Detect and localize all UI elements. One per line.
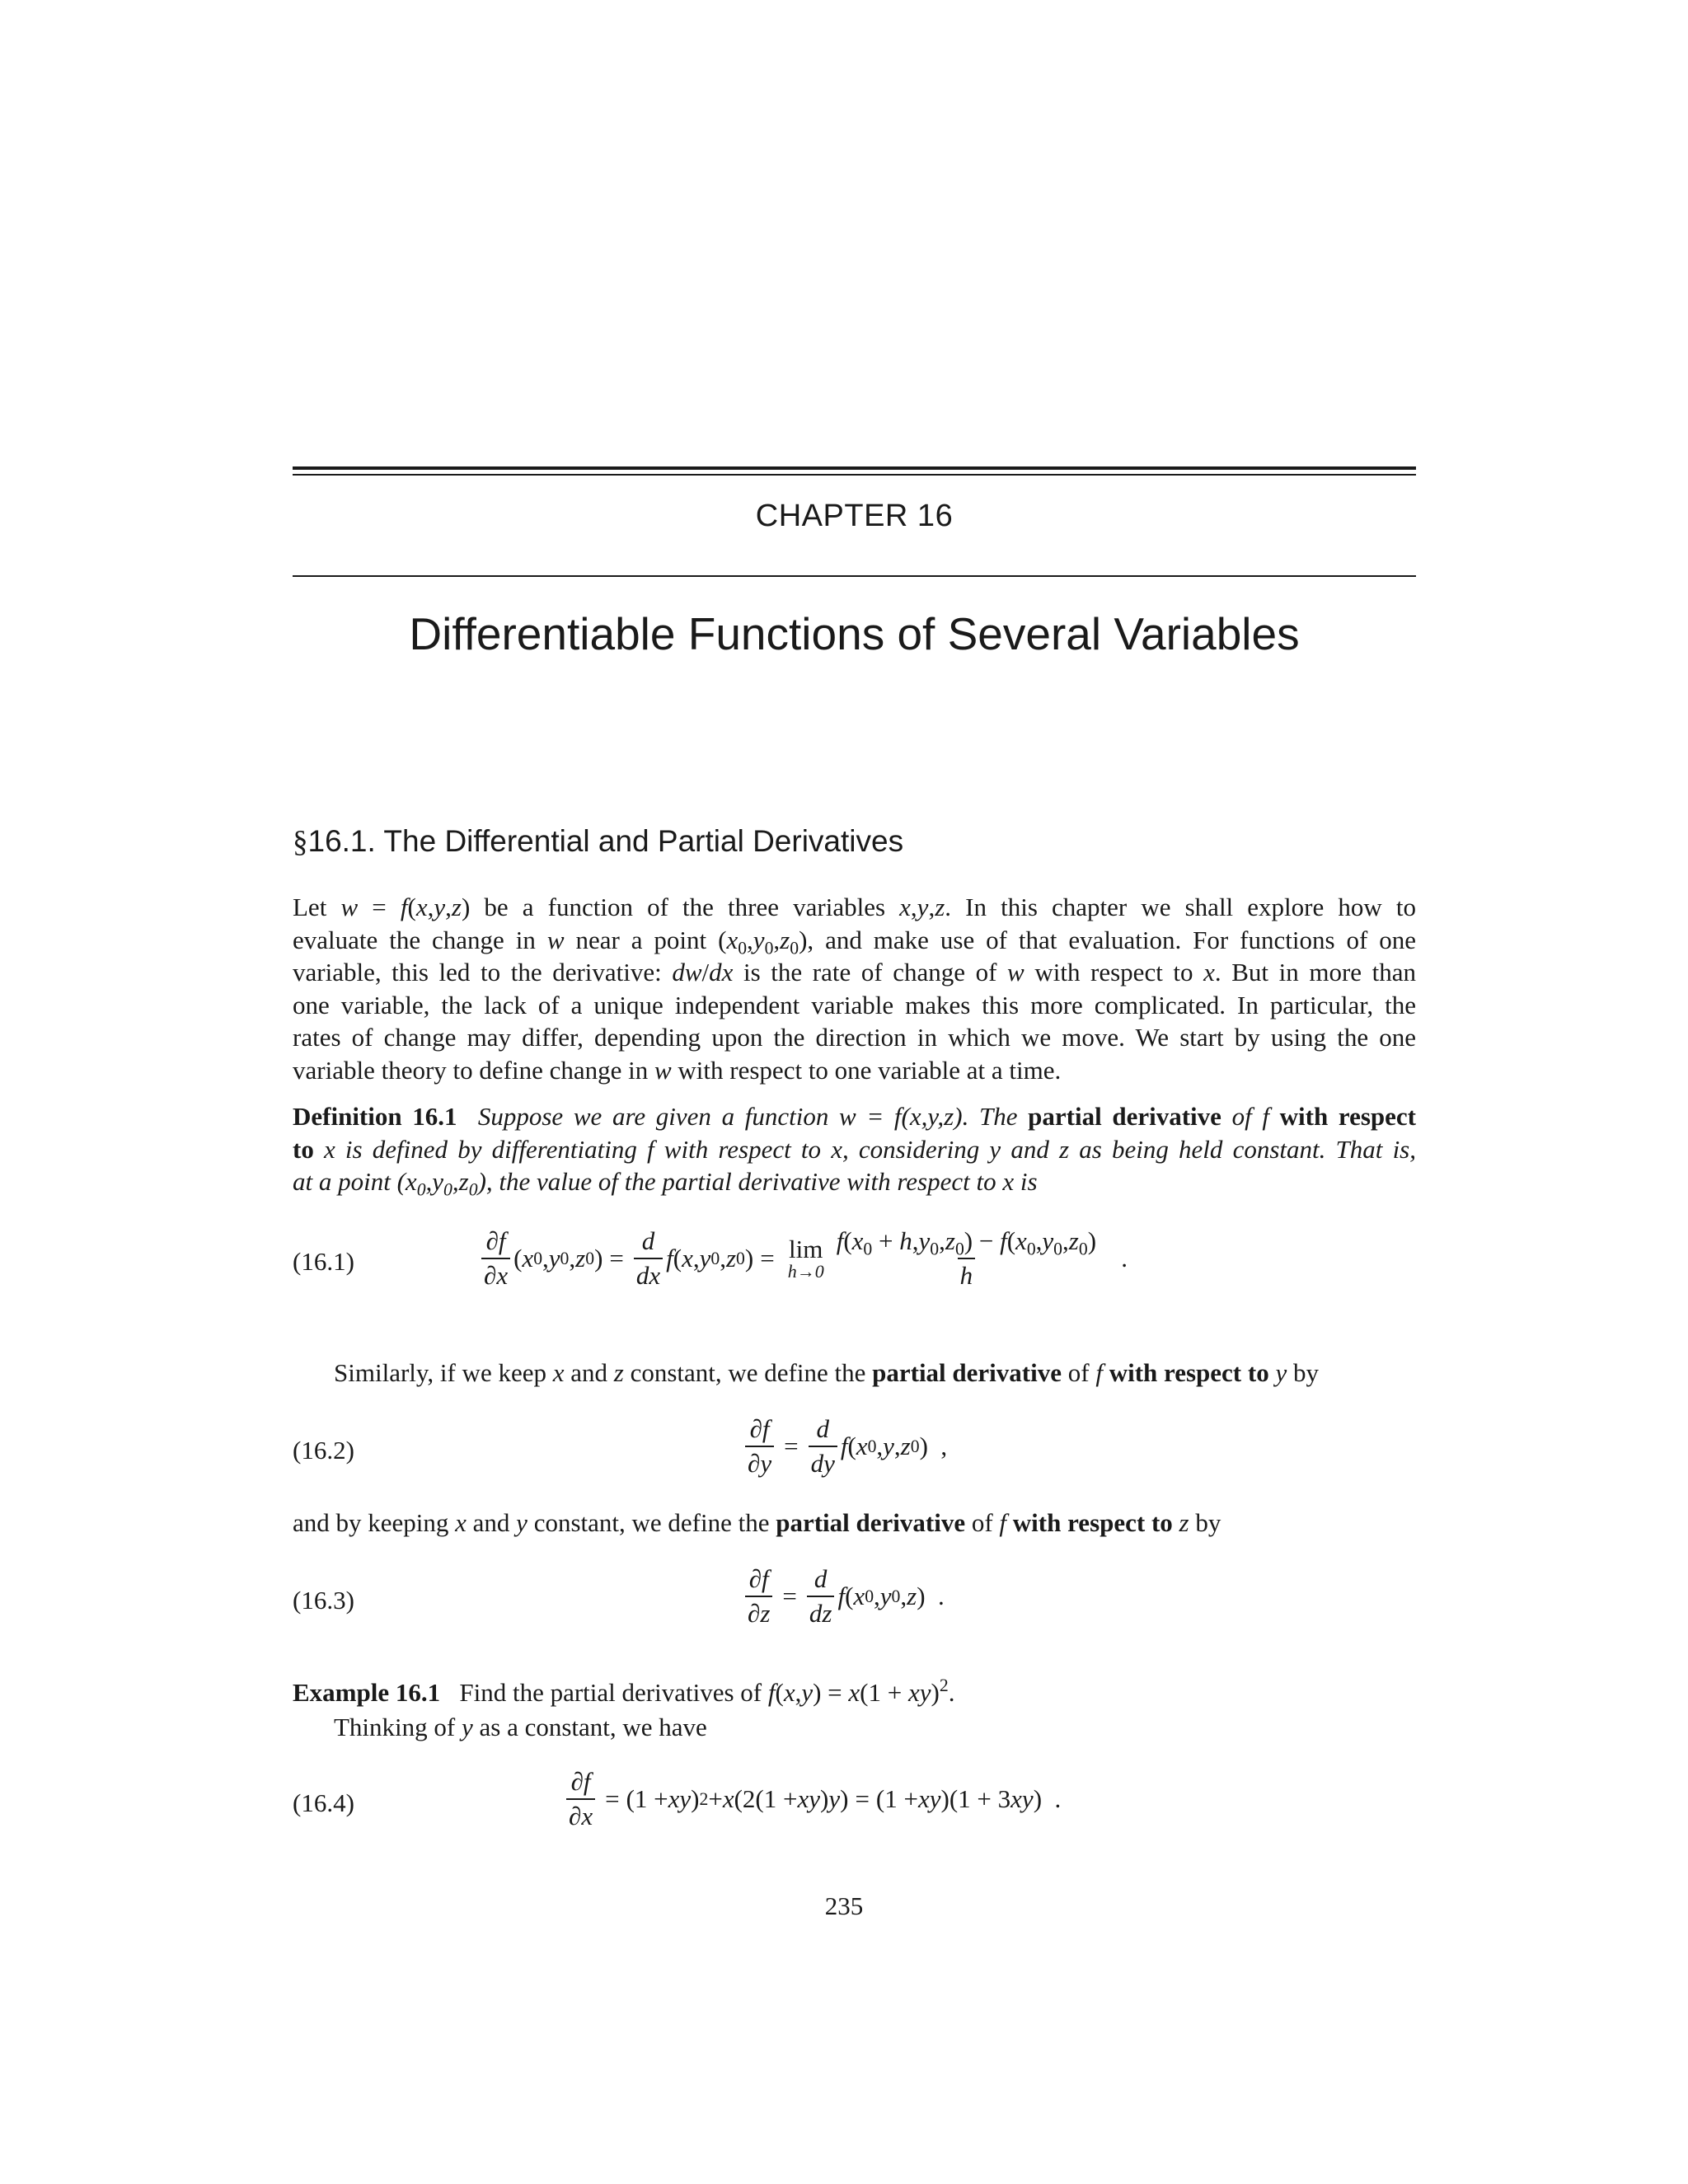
definition-16-1	[293, 1100, 1416, 1198]
definition-line: at a point $(x_0,y_0,z_0)$, the value of the partial derivative with respect to x is	[293, 1167, 1038, 1200]
equation-number: (16.3)	[293, 1586, 354, 1615]
equation-16-3: $\frac{\partial f}{\partial z}$ = $\frac{d}{dz}$ f ( x 0 , y 0 , z ) .	[742, 1564, 945, 1629]
chapter-divider	[293, 575, 1416, 577]
equation-16-4: $\frac{\partial f}{\partial x}$ = (1 + xy ) 2 + x (2(1 + xy ) y ) = (1 + xy )(1 + 3 xy ) .	[563, 1767, 1061, 1831]
equation-number: (16.4)	[293, 1788, 354, 1817]
example-16-1: Example 16.1 Find the partial derivatives of f(x,y) = x(1 + xy)$^2$.	[293, 1675, 955, 1707]
chapter-title: Differentiable Functions of Several Variables	[409, 608, 1300, 659]
section-title	[293, 824, 903, 860]
intro-line: evaluate the change in w near a point $(x_0,y_0,z_0)$, and make use of that evaluation. For functions of one	[293, 925, 1416, 958]
page-number: 235	[824, 1891, 864, 1920]
thinking-line: Thinking of y as a constant, we have	[334, 1713, 707, 1741]
chapter-label: CHAPTER 16	[755, 499, 954, 533]
section-symbol: §	[293, 825, 308, 859]
intro-line: variable theory to define change in w with respect to one variable at a time.	[293, 1055, 1062, 1085]
equation-16-1: $\frac{\partial f}{\partial x}$ ( x 0 , y 0 , z 0 ) = $\frac{d}{dx}$ f ( x , y 0 , z 0 ) = lim h→0 $\frac{f(x_0 + h,y_0,z_0) - f(x_0,y_0,z_0)}{h}$ .	[478, 1226, 1128, 1291]
equation-16-2: $\frac{\partial f}{\partial y}$ = $\frac{d}{dy}$ f ( x 0 , y , z 0 ) ,	[742, 1414, 947, 1479]
intro-paragraph	[293, 891, 1416, 1086]
intro-line: Let w = f(x,y,z) be a function of the three variables x,y,z. In this chapter we shall explore how to	[293, 893, 1417, 921]
intro-line: one variable, the lack of a unique independent variable makes this more complicated. In particular, the	[293, 990, 1416, 1019]
intro-line: variable, this led to the derivative: dw/dx is the rate of change of w with respect to x. But in more than	[293, 958, 1416, 987]
definition-line: to x is defined by differentiating f with respect to x, considering y and z as being held constant. That is,	[293, 1134, 1416, 1164]
intro-line: rates of change may differ, depending upon the direction in which we move. We start by using the one	[293, 1023, 1416, 1052]
section-title-text: 16.1. The Differential and Partial Derivatives	[307, 824, 904, 858]
keeping-line: and by keeping x and y constant, we define the partial derivative of f with respect to z by	[293, 1508, 1221, 1537]
top-rule-thick	[293, 466, 1416, 470]
top-rule-thin	[293, 474, 1416, 476]
definition-line: Definition 16.1 Suppose we are given a function w = f(x,y,z). The partial derivative of f with respect	[293, 1102, 1416, 1131]
similarly-line: Similarly, if we keep x and z constant, we define the partial derivative of f with respect to y by	[334, 1358, 1319, 1387]
equation-number: (16.2)	[293, 1436, 354, 1465]
equation-number: (16.1)	[293, 1247, 354, 1276]
